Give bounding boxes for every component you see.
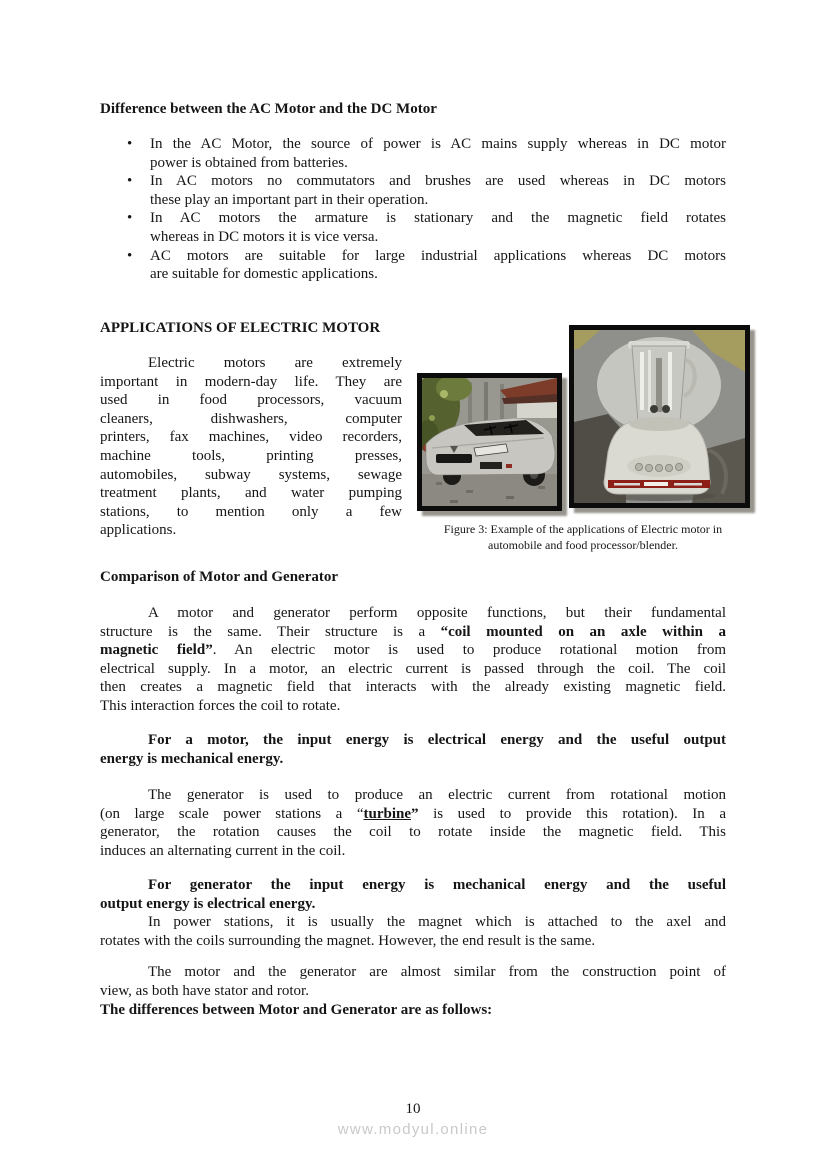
figure-caption: Figure 3: Example of the applications of Electric motor in automobile and food processor/blender. [443,522,723,552]
applications-paragraph: Electric motors are extremely important in modern-day life. They are used in food processors, vacuum cleaners, dishwashers, computer printers, fax machines, video recorders, machine tools, printing presses, automobiles, subway systems, sewage treatment plants, and water pumping stations, to mention only a few applications. [100,355,402,539]
generator-energy-statement: For generator the input energy is mechanical energy and the useful output energy is electrical energy. [100,877,726,912]
comparison-paragraph-1: A motor and generator perform opposite functions, but their fundamental structure is the same. Their structure is a “coil mounted on an axle within a magnetic field”. An electric motor is used to produce rotational motion from electrical supply. In a motor, an electric current is passed through the coil. The coil then creates a magnetic field that interacts with the already existing magnetic field. This interaction forces the coil to rotate. [100,605,727,714]
differences-lead-line: The differences between Motor and Generator are as follows: [100,1002,493,1018]
list-item: • In AC motors the armature is stationary and the magnetic field rotates whereas in DC motors it is vice versa. [100,209,726,246]
watermark-text: www.modyul.online [337,1121,489,1138]
section-title-difference: Difference between the AC Motor and the DC Motor [100,101,437,117]
section-title-applications: APPLICATIONS OF ELECTRIC MOTOR [100,320,381,336]
motor-energy-statement: For a motor, the input energy is electrical energy and the useful output energy is mechanical energy. [100,732,726,767]
list-item: • In AC motors no commutators and brushes are used whereas in DC motors these play an important part in their operation. [100,172,726,209]
blender-photo [569,325,750,508]
car-photo [417,373,562,511]
list-item: • AC motors are suitable for large industrial applications whereas DC motors are suitable for domestic applications. [100,247,726,284]
page-number: 10 [405,1101,421,1117]
comparison-paragraph-4: The motor and the generator are almost similar from the construction point of view, as both have stator and rotor. [100,964,726,999]
comparison-paragraph-3: In power stations, it is usually the magnet which is attached to the axel and rotates with the coils surrounding the magnet. However, the end result is the same. [100,914,726,949]
comparison-paragraph-2: The generator is used to produce an electric current from rotational motion (on large scale power stations a “turbine” is used to provide this rotation). In a generator, the rotation causes the coil to rotate inside the magnetic field. This induces an alternating current in the coil. [100,787,726,859]
section-title-comparison: Comparison of Motor and Generator [100,569,339,585]
list-item: • In the AC Motor, the source of power is AC mains supply whereas in DC motor power is obtained from batteries. [100,135,726,172]
difference-bullet-list [100,135,726,284]
